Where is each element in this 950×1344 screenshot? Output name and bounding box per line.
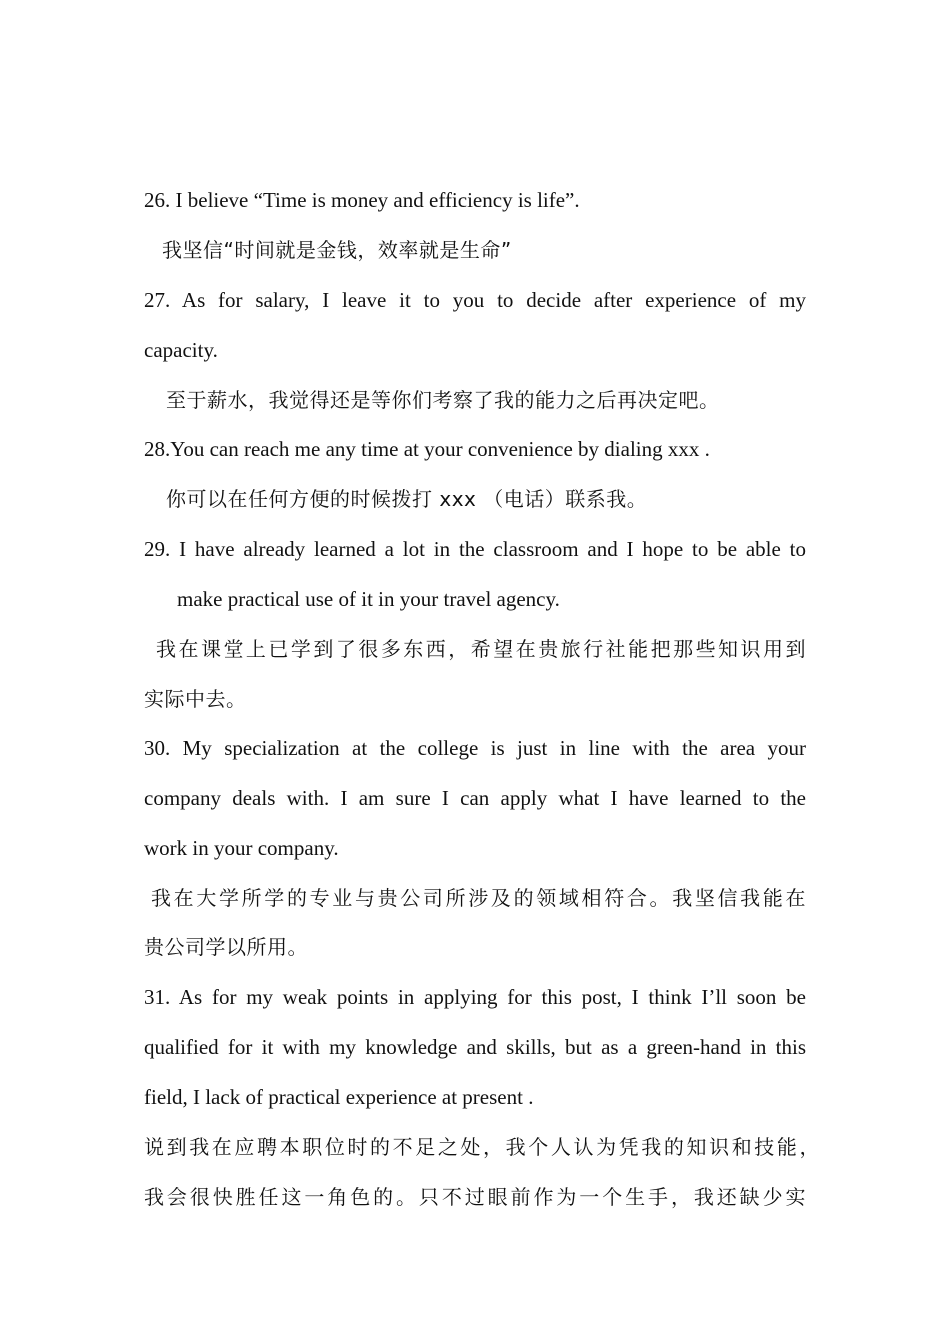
text-line-30-en-3: work in your company. [144,836,339,860]
text-line-29-zh-1: 我在课堂上已学到了很多东西，希望在贵旅行社能把那些知识用到 [156,637,806,661]
text-line-26-en: 26. I believe “Time is money and efficiency is life”. [144,188,580,212]
text-line-29-zh-2: 实际中去。 [144,687,247,711]
text-line-29-en-1: 29. I have already learned a lot in the classroom and I hope to be able to [144,537,806,561]
text-line-30-en-2: company deals with. I am sure I can apply what I have learned to the [144,786,806,810]
text-line-27-zh: 至于薪水，我觉得还是等你们考察了我的能力之后再决定吧。 [166,388,720,412]
text-line-30-en-1: 30. My specialization at the college is just in line with the area your [144,736,806,760]
text-line-31-en-3: field, I lack of practical experience at present . [144,1085,534,1109]
text-line-27-en-1: 27. As for salary, I leave it to you to decide after experience of my [144,288,806,312]
text-line-28-zh: 你可以在任何方便的时候拨打 xxx （电话）联系我。 [166,487,648,511]
text-line-31-zh-2: 我会很快胜任这一角色的。只不过眼前作为一个生手，我还缺少实 [144,1185,806,1209]
text-line-26-zh: 我坚信“时间就是金钱，效率就是生命” [162,238,512,262]
text-line-28-en: 28.You can reach me any time at your convenience by dialing xxx . [144,437,710,461]
text-line-30-zh-2: 贵公司学以所用。 [144,935,308,959]
text-line-31-en-1: 31. As for my weak points in applying for this post, I think I’ll soon be [144,985,806,1009]
text-line-31-zh-1: 说到我在应聘本职位时的不足之处，我个人认为凭我的知识和技能， [144,1135,820,1159]
text-line-29-en-2: make practical use of it in your travel agency. [177,587,560,611]
text-line-30-zh-1: 我在大学所学的专业与贵公司所涉及的领域相符合。我坚信我能在 [151,886,806,910]
text-line-27-en-2: capacity. [144,338,218,362]
text-line-31-en-2: qualified for it with my knowledge and skills, but as a green-hand in this [144,1035,806,1059]
